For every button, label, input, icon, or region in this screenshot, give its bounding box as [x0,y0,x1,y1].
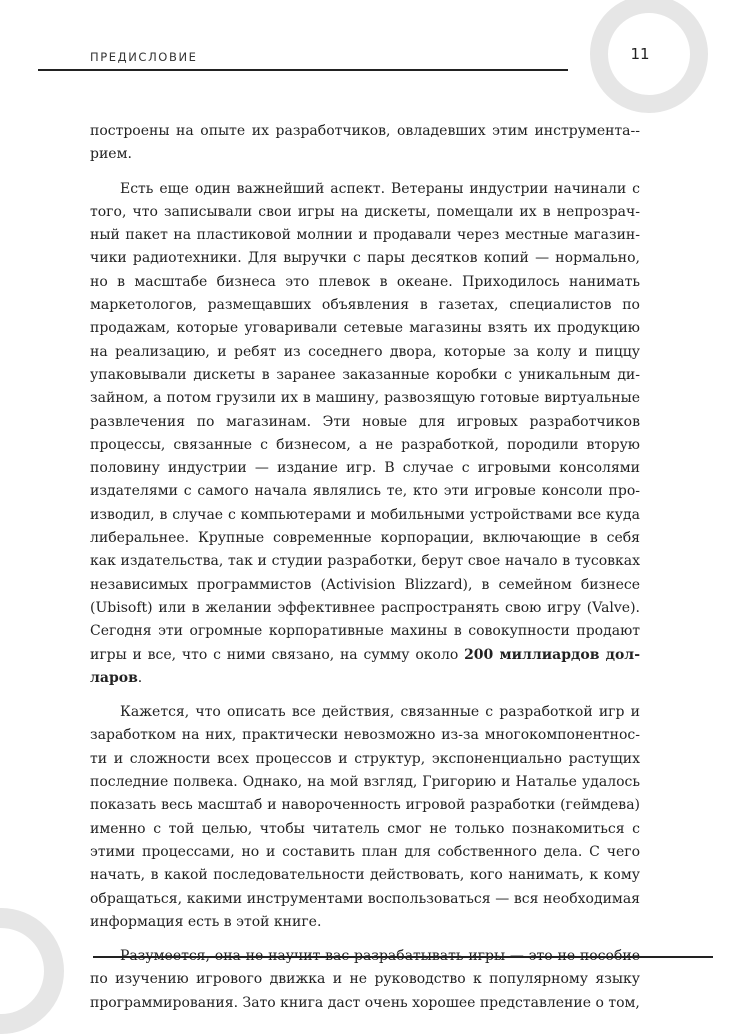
paragraph-2-highlight: 200 миллиардов долларов [90,646,640,686]
paragraph-2-end: . [137,669,143,686]
paragraph-4: Разумеется, она не научит вас разрабатывать игры — это не пособие по изучению игрового движка и не руководство к популярному языку программирования. Зато книга даст очень хорошее представление о том, [90,948,640,1011]
page-number: 11 [630,45,650,63]
body-text [90,120,640,1026]
paragraph-1: построены на опыте их разработчиков, овладевших этим инструмента-рием. [90,123,640,163]
running-head: ПРЕДИСЛОВИЕ [90,50,198,64]
header-rule [38,69,568,71]
paragraph-2-text: Есть еще один важнейший аспект. Ветераны индустрии начинали с того, что записывали свои игры на дискеты, помещали их в непрозрачный пакет на пластиковой молнии и продавали через местные магазинчики радиотехники. Для выручки с пары десятков копий — нормально, но в масштабе бизнеса это плевок в океане. Приходилось нанимать маркетологов, размещавших объявления в газетах, специалистов по продажам, которые уговаривали сетевые магазины взять их продукцию на реализацию, и ребят из соседнего двора, которые за колу и пиццу упаковывали дискеты в заранее заказанные коробки с уникальным дизайном, а потом грузили их в машину, развозящую готовые виртуальные развлечения по магазинам. Эти новые для игровых разработчиков процессы, связанные с бизнесом, а не разработкой, породили вторую половину индустрии — издание игр. В случае с игровыми консолями издателями с самого начала являлись те, кто эти игровые консоли производил, в случае с компьютерами и мобильными устройствами все куда либеральнее. Крупные современные корпорации, включающие в себя как издательства, так и студии разработки, берут свое начало в тусовках независимых программистов (Activision Blizzard), в семейном бизнесе (Ubisoft) или в желании эффективнее распространять свою игру (Valve). Сегодня эти огромные корпоративные махины в совокупности продают игры и все, что с ними связано, на сумму около [90,180,640,663]
decorative-ring-bottom [0,908,64,1034]
paragraph-3: Кажется, что описать все действия, связанные с разработкой игр и заработком на них, практически невозможно из-за многокомпонентности и сложности всех процессов и структур, экспоненциально растущих последние полвека. Однако, на мой взгляд, Григорию и Наталье удалось показать весь масштаб и навороченность игровой разработки (геймдева) именно с той целью, чтобы читатель смог не только познакомиться с этими процессами, но и составить план для собственного дела. С чего начать, в какой последовательности действовать, кого нанимать, к кому обращаться, какими инструментами воспользоваться — вся необходимая информация есть в этой книге. [90,704,640,930]
footer-rule [93,956,713,958]
paragraph-2 [90,178,640,691]
